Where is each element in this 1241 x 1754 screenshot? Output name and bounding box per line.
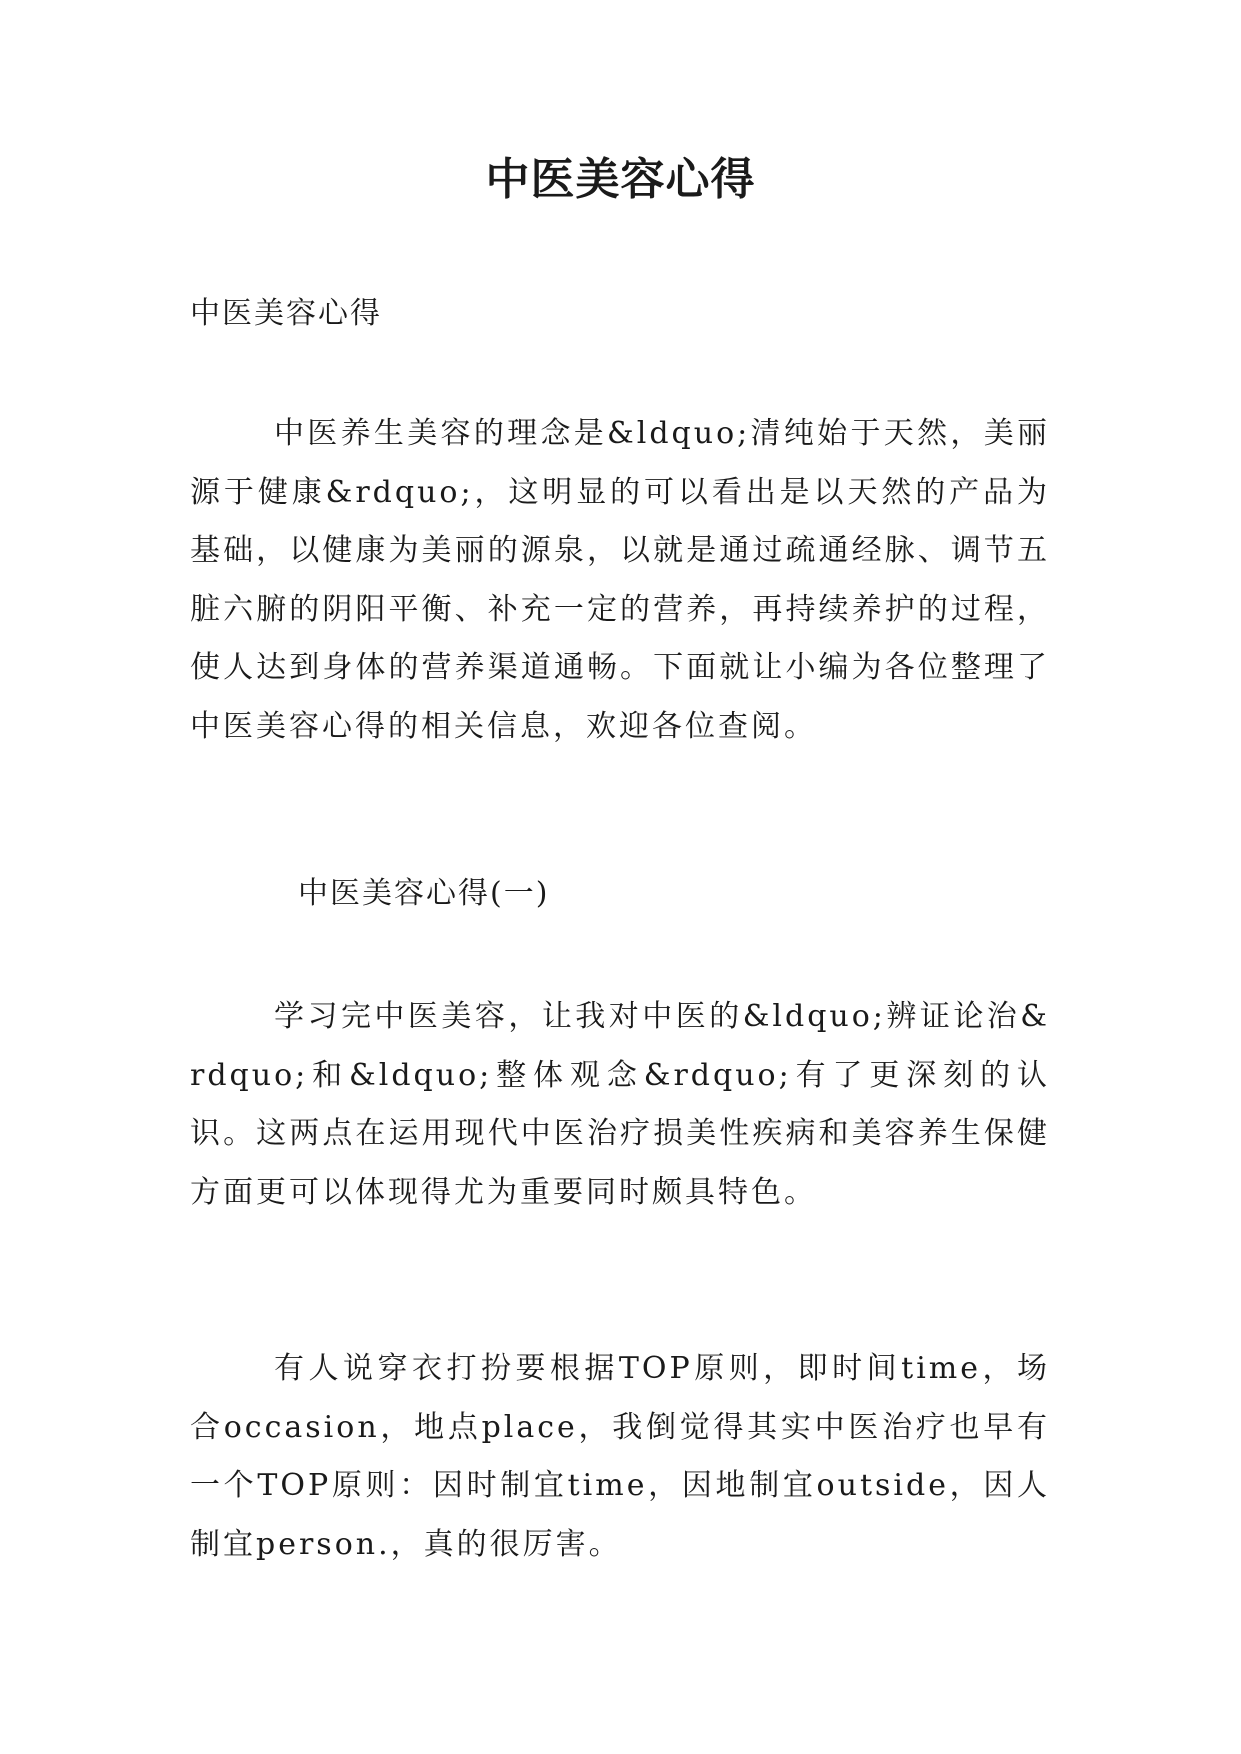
section-heading: 中医美容心得(一) — [298, 876, 550, 911]
document-title: 中医美容心得 — [485, 154, 756, 205]
section-paragraph: 有人说穿衣打扮要根据TOP原则，即时间time，场合occasion，地点place，我倒觉得其实中医治疗也早有一个TOP原则：因时制宜time，因地制宜outside，因人制宜person.，真的很厉害。 — [190, 1351, 1050, 1562]
document-subtitle: 中医美容心得 — [190, 296, 382, 331]
intro-paragraph: 中医养生美容的理念是&ldquo;清纯始于天然，美丽源于健康&rdquo;，这明显的可以看出是以天然的产品为基础，以健康为美丽的源泉，以就是通过疏通经脉、调节五脏六腑的阴阳平衡、补充一定的营养，再持续养护的过程，使人达到身体的营养渠道通畅。下面就让小编为各位整理了中医美容心得的相关信息，欢迎各位查阅。 — [190, 416, 1050, 744]
section-paragraph: 学习完中医美容，让我对中医的&ldquo;辨证论治&rdquo;和&ldquo;整体观念&rdquo;有了更深刻的认识。这两点在运用现代中医治疗损美性疾病和美容养生保健方面更可以体现得尤为重要同时颇具特色。 — [190, 999, 1050, 1210]
